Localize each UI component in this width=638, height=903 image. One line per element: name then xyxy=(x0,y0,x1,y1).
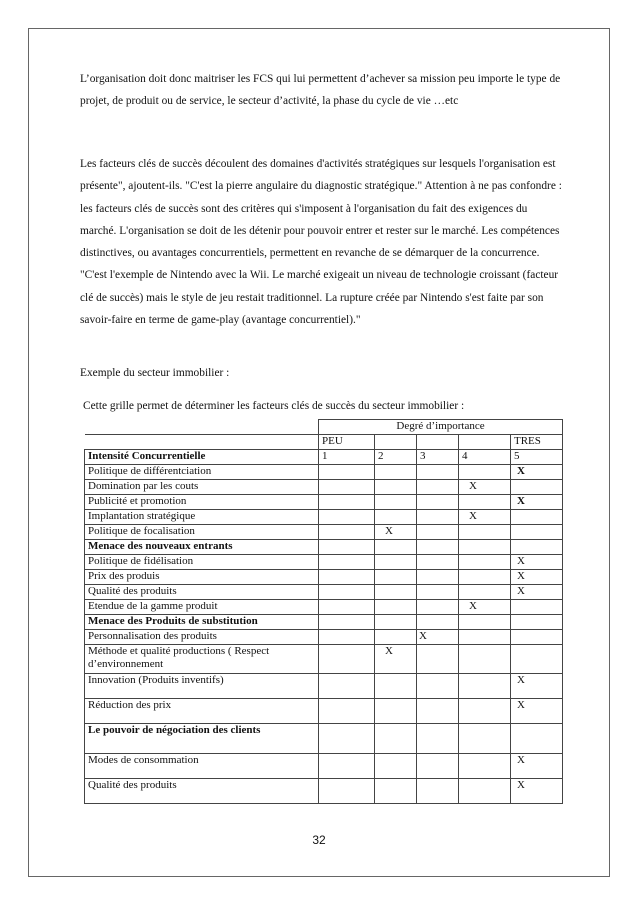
table-row xyxy=(85,699,563,724)
page-number: 32 xyxy=(312,833,326,847)
importance-cell xyxy=(459,570,511,585)
importance-cell xyxy=(511,630,563,645)
table-row xyxy=(85,480,563,495)
importance-cell xyxy=(459,465,511,480)
importance-mark: X xyxy=(417,630,459,645)
criterion-label: Méthode et qualité productions ( Respect d’environnement xyxy=(85,645,319,674)
section-empty-cell xyxy=(319,540,375,555)
importance-mark: X xyxy=(511,585,563,600)
criterion-label: Qualité des produits xyxy=(85,585,319,600)
importance-header: Degré d’importance xyxy=(319,420,563,435)
importance-cell xyxy=(319,510,375,525)
section-title: Menace des Produits de substitution xyxy=(85,615,319,630)
importance-mark: X xyxy=(459,510,511,525)
section-empty-cell xyxy=(511,724,563,754)
importance-cell xyxy=(319,674,375,699)
importance-mark: X xyxy=(511,754,563,779)
importance-cell xyxy=(459,645,511,674)
scale-empty-cell xyxy=(459,435,511,450)
importance-cell xyxy=(417,779,459,804)
importance-cell xyxy=(319,699,375,724)
importance-mark: X xyxy=(511,699,563,724)
scale-number: 4 xyxy=(459,450,511,465)
importance-cell xyxy=(459,779,511,804)
importance-cell xyxy=(459,674,511,699)
importance-mark: X xyxy=(459,480,511,495)
table-row xyxy=(85,600,563,615)
scale-number: 3 xyxy=(417,450,459,465)
importance-cell xyxy=(459,525,511,540)
table-row xyxy=(85,525,563,540)
table-row xyxy=(85,465,563,480)
importance-cell xyxy=(319,495,375,510)
paragraph-grid-intro: Cette grille permet de déterminer les facteurs clés de succès du secteur immobilier : xyxy=(83,400,465,412)
section-empty-cell xyxy=(459,724,511,754)
importance-cell xyxy=(375,630,417,645)
importance-cell xyxy=(459,555,511,570)
importance-cell xyxy=(375,495,417,510)
criterion-label: Politique de différentciation xyxy=(85,465,319,480)
importance-cell xyxy=(459,630,511,645)
table-row xyxy=(85,510,563,525)
table-row xyxy=(85,630,563,645)
importance-cell xyxy=(375,465,417,480)
importance-mark: X xyxy=(511,495,563,510)
scale-low-label: PEU xyxy=(319,435,375,450)
importance-cell xyxy=(375,555,417,570)
section-empty-cell xyxy=(417,724,459,754)
header-blank-cell xyxy=(85,420,319,435)
importance-mark: X xyxy=(375,525,417,540)
importance-cell xyxy=(375,480,417,495)
importance-cell xyxy=(417,754,459,779)
table-header-row xyxy=(85,420,563,435)
section-title: Le pouvoir de négociation des clients xyxy=(85,724,319,754)
scale-high-label: TRES xyxy=(511,435,563,450)
section-title: Menace des nouveaux entrants xyxy=(85,540,319,555)
scale-empty-cell xyxy=(375,435,417,450)
importance-cell xyxy=(459,699,511,724)
paragraph-fcs-intro: L’organisation doit donc maitriser les FCS qui lui permettent d’achever sa mission peu importe le type de projet, de produit ou de service, le secteur d’activité, la phase du cycle de vie …etc xyxy=(80,73,561,108)
importance-cell xyxy=(511,645,563,674)
importance-cell xyxy=(319,525,375,540)
importance-cell xyxy=(417,674,459,699)
paragraph-example-title: Exemple du secteur immobilier : xyxy=(80,367,230,379)
criterion-label: Domination par les couts xyxy=(85,480,319,495)
importance-cell xyxy=(417,570,459,585)
importance-cell xyxy=(459,495,511,510)
section-header-row xyxy=(85,540,563,555)
table-row xyxy=(85,779,563,804)
importance-cell xyxy=(319,585,375,600)
importance-cell xyxy=(375,754,417,779)
importance-cell xyxy=(319,570,375,585)
section-empty-cell xyxy=(375,724,417,754)
scale-number: 1 xyxy=(319,450,375,465)
criterion-label: Personnalisation des produits xyxy=(85,630,319,645)
importance-cell xyxy=(511,480,563,495)
section-empty-cell xyxy=(375,615,417,630)
criterion-label: Publicité et promotion xyxy=(85,495,319,510)
importance-mark: X xyxy=(459,600,511,615)
table-row xyxy=(85,754,563,779)
importance-cell xyxy=(319,600,375,615)
criterion-label: Qualité des produits xyxy=(85,779,319,804)
scale-number: 5 xyxy=(511,450,563,465)
criterion-label: Modes de consommation xyxy=(85,754,319,779)
importance-cell xyxy=(375,510,417,525)
importance-grid-table xyxy=(84,419,563,804)
table-row xyxy=(85,674,563,699)
criterion-label: Politique de focalisation xyxy=(85,525,319,540)
importance-cell xyxy=(375,779,417,804)
section-header-row xyxy=(85,724,563,754)
importance-cell xyxy=(375,699,417,724)
table-row xyxy=(85,570,563,585)
importance-cell xyxy=(511,525,563,540)
importance-cell xyxy=(417,480,459,495)
table-row xyxy=(85,585,563,600)
importance-cell xyxy=(417,510,459,525)
importance-cell xyxy=(417,555,459,570)
importance-cell xyxy=(511,510,563,525)
importance-cell xyxy=(319,630,375,645)
header-blank-cell xyxy=(85,435,319,450)
section-empty-cell xyxy=(511,540,563,555)
importance-cell xyxy=(319,480,375,495)
criterion-label: Implantation stratégique xyxy=(85,510,319,525)
importance-cell xyxy=(417,585,459,600)
table-row xyxy=(85,555,563,570)
importance-cell xyxy=(459,585,511,600)
section-empty-cell xyxy=(319,724,375,754)
importance-cell xyxy=(319,645,375,674)
criterion-label: Réduction des prix xyxy=(85,699,319,724)
table-scale-labels-row xyxy=(85,435,563,450)
importance-mark: X xyxy=(511,674,563,699)
section-empty-cell xyxy=(417,615,459,630)
importance-mark: X xyxy=(511,555,563,570)
section-empty-cell xyxy=(417,540,459,555)
section-header-row xyxy=(85,615,563,630)
section-empty-cell xyxy=(375,540,417,555)
criterion-label: Politique de fidélisation xyxy=(85,555,319,570)
section-empty-cell xyxy=(511,615,563,630)
importance-cell xyxy=(417,699,459,724)
criterion-label: Prix des produis xyxy=(85,570,319,585)
importance-cell xyxy=(375,585,417,600)
importance-cell xyxy=(417,645,459,674)
importance-cell xyxy=(417,495,459,510)
table-row xyxy=(85,495,563,510)
section-empty-cell xyxy=(459,540,511,555)
importance-cell xyxy=(319,555,375,570)
importance-cell xyxy=(511,600,563,615)
importance-mark: X xyxy=(511,570,563,585)
importance-cell xyxy=(417,465,459,480)
importance-cell xyxy=(319,779,375,804)
section-empty-cell xyxy=(319,615,375,630)
criterion-label: Etendue de la gamme produit xyxy=(85,600,319,615)
section-header-row xyxy=(85,450,563,465)
table-row xyxy=(85,645,563,674)
importance-cell xyxy=(319,754,375,779)
importance-cell xyxy=(319,465,375,480)
importance-cell xyxy=(417,600,459,615)
criterion-label: Innovation (Produits inventifs) xyxy=(85,674,319,699)
importance-mark: X xyxy=(375,645,417,674)
importance-cell xyxy=(375,600,417,615)
importance-cell xyxy=(375,674,417,699)
section-title: Intensité Concurrentielle xyxy=(85,450,319,465)
importance-cell xyxy=(417,525,459,540)
scale-number: 2 xyxy=(375,450,417,465)
scale-empty-cell xyxy=(417,435,459,450)
importance-mark: X xyxy=(511,465,563,480)
importance-cell xyxy=(459,754,511,779)
section-empty-cell xyxy=(459,615,511,630)
importance-cell xyxy=(375,570,417,585)
importance-mark: X xyxy=(511,779,563,804)
paragraph-fcs-definition: Les facteurs clés de succès découlent des domaines d'activités stratégiques sur lesquels l'organisation est présente", ajoutent-ils. "C'est la pierre angulaire du diagnostic stratégique." Attention à ne pas confondre : les facteurs clés de succès sont des critères qui s'imposent à l'organisation du fait des exigences du marché. L'organisation se doit de les détenir pour pouvoir entrer et rester sur le marché. Les compétences distinctives, ou avantages concurrentiels, permettent en revanche de se démarquer de la concurrence. "C'est l'exemple de Nintendo avec la Wii. Le marché exigeait un niveau de technologie croissant (facteur clé de succès) mais le style de jeu restait traditionnel. La rupture créée par Nintendo s'est faite par son savoir-faire en terme de game-play (avantage concurrentiel)." xyxy=(80,158,562,327)
